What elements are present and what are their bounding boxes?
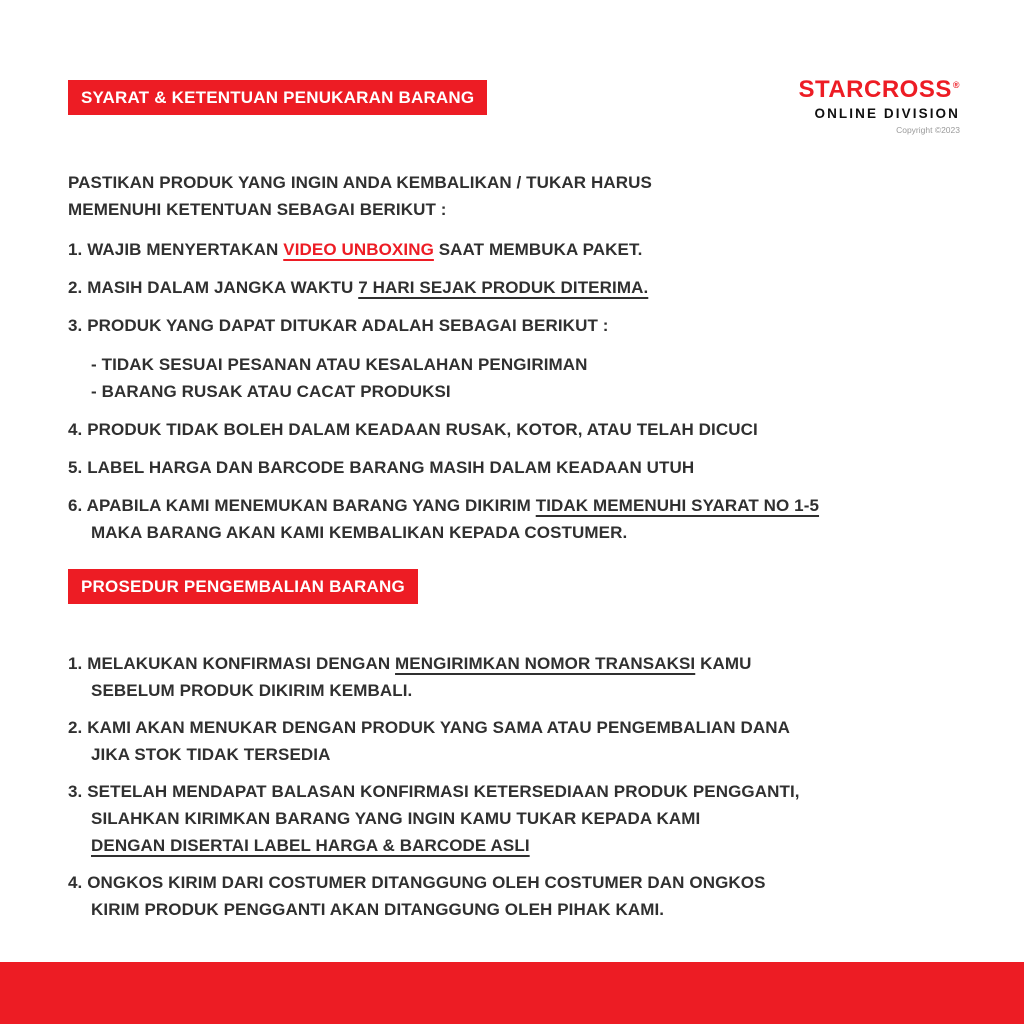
text-line: JIKA STOK TIDAK TERSEDIA [91,745,331,764]
text-line: KIRIM PRODUK PENGGANTI AKAN DITANGGUNG OLEH PIHAK KAMI. [91,900,665,919]
term-item-1 [68,236,960,263]
procedure-item-2 [68,714,960,768]
text-line: SILAHKAN KIRIMKAN BARANG YANG INGIN KAMU TUKAR KEPADA KAMI [91,809,701,828]
text-line: 4. PRODUK TIDAK BOLEH DALAM KEADAAN RUSAK, KOTOR, ATAU TELAH DICUCI [68,420,758,439]
procedure-section-badge: PROSEDUR PENGEMBALIAN BARANG [68,569,418,604]
text-line: SEBELUM PRODUK DIKIRIM KEMBALI. [91,681,413,700]
term-item-5 [68,454,960,481]
procedure-item-1 [68,650,960,704]
intro-line: MEMENUHI KETENTUAN SEBAGAI BERIKUT : [68,200,447,219]
bottom-red-bar [0,962,1024,1024]
text-line: 3. SETELAH MENDAPAT BALASAN KONFIRMASI KETERSEDIAAN PRODUK PENGGANTI, [68,782,800,801]
brand-division: ONLINE DIVISION [814,106,960,121]
term-item-6 [68,492,960,546]
text-line: - BARANG RUSAK ATAU CACAT PRODUKSI [91,382,451,401]
text-line: 5. LABEL HARGA DAN BARCODE BARANG MASIH DALAM KEADAAN UTUH [68,458,695,477]
text-line: 4. ONGKOS KIRIM DARI COSTUMER DITANGGUNG OLEH COSTUMER DAN ONGKOS [68,873,766,892]
registered-mark-icon: ® [952,80,960,90]
text-line: 3. PRODUK YANG DAPAT DITUKAR ADALAH SEBAGAI BERIKUT : [68,316,609,335]
procedure-section-header [68,569,960,604]
text-line: DENGAN DISERTAI LABEL HARGA & BARCODE ASLI [91,836,530,855]
term-item-3 [68,312,960,405]
copyright-text: Copyright ©2023 [896,125,960,135]
term-item-2 [68,274,960,301]
term-item-4 [68,416,960,443]
procedure-item-4 [68,869,960,923]
intro-line: PASTIKAN PRODUK YANG INGIN ANDA KEMBALIKAN / TUKAR HARUS [68,173,652,192]
text-line: 2. MASIH DALAM JANGKA WAKTU 7 HARI SEJAK PRODUK DITERIMA. [68,278,649,297]
terms-section-badge: SYARAT & KETENTUAN PENUKARAN BARANG [68,80,487,115]
text-line: MAKA BARANG AKAN KAMI KEMBALIKAN KEPADA COSTUMER. [91,523,628,542]
text-line: 1. MELAKUKAN KONFIRMASI DENGAN MENGIRIMKAN NOMOR TRANSAKSI KAMU [68,654,752,673]
procedure-item-3 [68,778,960,859]
terms-list [68,236,960,546]
header-row [68,76,960,135]
brand-logo [798,78,960,135]
text-line: 1. WAJIB MENYERTAKAN VIDEO UNBOXING SAAT MEMBUKA PAKET. [68,240,643,259]
text-line: 2. KAMI AKAN MENUKAR DENGAN PRODUK YANG SAMA ATAU PENGEMBALIAN DANA [68,718,790,737]
text-line: - TIDAK SESUAI PESANAN ATAU KESALAHAN PENGIRIMAN [91,355,588,374]
brand-text: STARCROSS [798,76,952,103]
intro-text [68,169,960,223]
text-line: 6. APABILA KAMI MENEMUKAN BARANG YANG DIKIRIM TIDAK MEMENUHI SYARAT NO 1-5 [68,496,820,515]
brand-name [798,78,960,102]
procedure-list [68,650,960,923]
